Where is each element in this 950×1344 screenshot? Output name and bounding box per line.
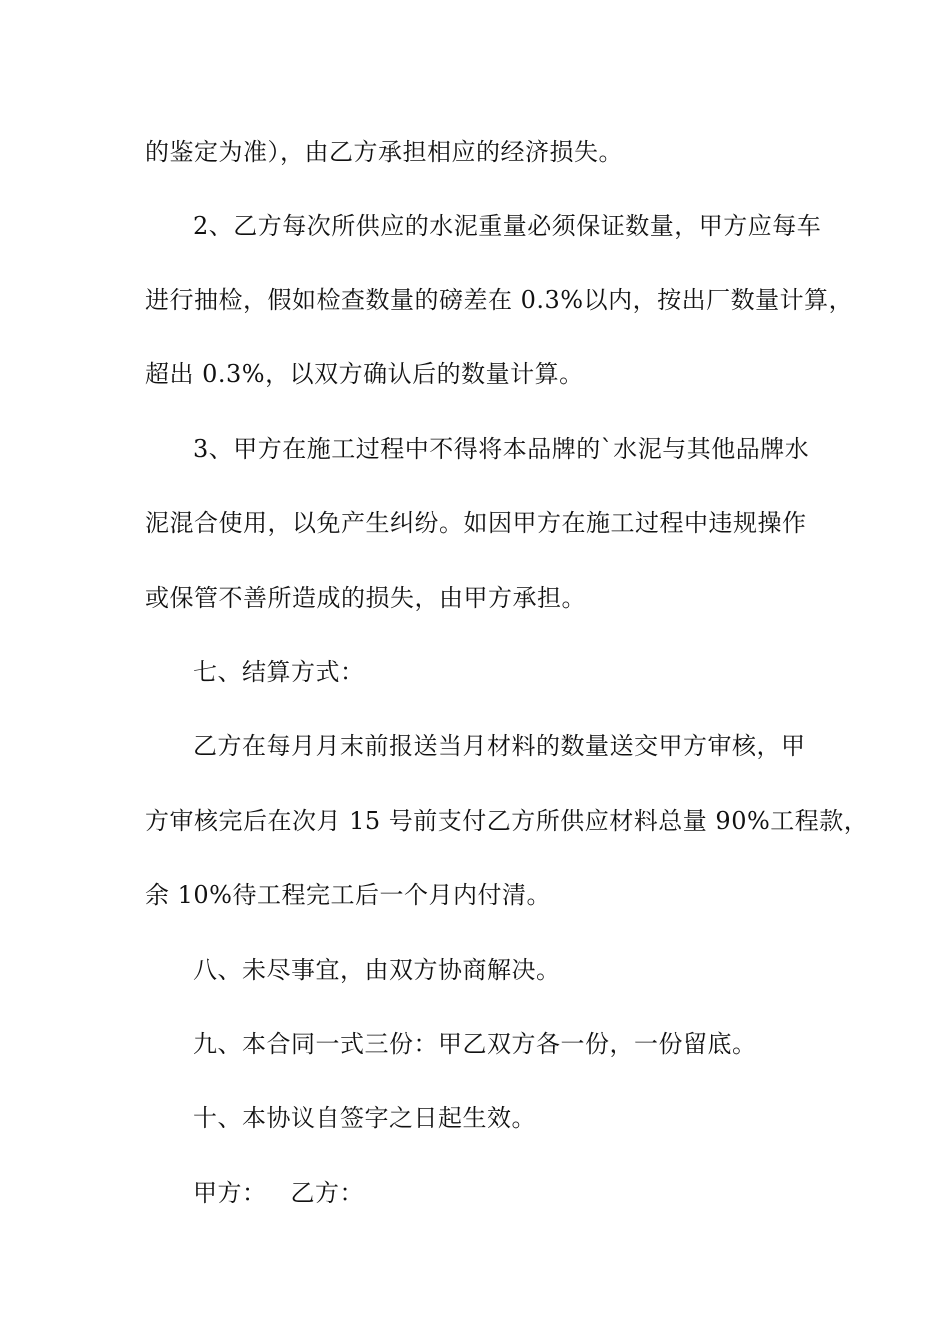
paragraph-line: 超出 0.3%，以双方确认后的数量计算。 [145,360,584,388]
clause-3-line: 3、甲方在施工过程中不得将本品牌的`水泥与其他品牌水 [193,435,810,463]
paragraph-line: 的鉴定为准），由乙方承担相应的经济损失。 [145,138,623,166]
paragraph-line: 余 10%待工程完工后一个月内付清。 [145,881,551,909]
section-heading-settlement: 七、结算方式： [193,658,365,686]
paragraph-line: 方审核完后在次月 15 号前支付乙方所供应材料总量 90%工程款， [145,807,869,835]
paragraph-line: 进行抽检，假如检查数量的磅差在 0.3%以内，按出厂数量计算， [145,286,854,314]
party-a-signature-label: 甲方： [193,1179,267,1207]
clause-2-line: 2、乙方每次所供应的水泥重量必须保证数量，甲方应每车 [193,212,822,240]
signature-line [193,1178,883,1208]
party-b-signature-label: 乙方： [290,1179,364,1207]
section-heading-misc: 八、未尽事宜，由双方协商解决。 [193,956,561,984]
settlement-line: 乙方在每月月末前报送当月材料的数量送交甲方审核，甲 [193,732,806,760]
section-heading-effective: 十、本协议自签字之日起生效。 [193,1104,536,1132]
section-heading-copies: 九、本合同一式三份：甲乙双方各一份，一份留底。 [193,1030,757,1058]
paragraph-line: 泥混合使用，以免产生纠纷。如因甲方在施工过程中违规操作 [145,509,807,537]
paragraph-line: 或保管不善所造成的损失，由甲方承担。 [145,584,586,612]
